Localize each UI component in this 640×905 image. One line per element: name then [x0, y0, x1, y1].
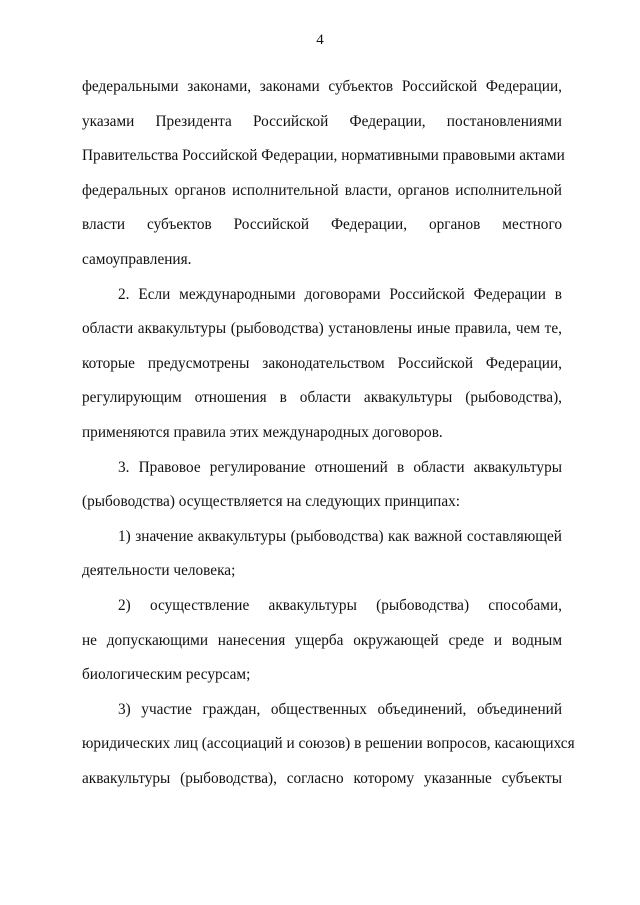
text-line: 1) значение аквакультуры (рыбоводства) как важной составляющей [118, 527, 562, 545]
document-body [82, 70, 575, 796]
text-line: самоуправления. [82, 250, 192, 268]
text-line: федеральных органов исполнительной власти, органов исполнительной [82, 181, 562, 199]
text-line: 2. Если международными договорами Российской Федерации в [118, 285, 562, 303]
text-line: Правительства Российской Федерации, нормативными правовыми актами [82, 147, 565, 165]
page-number: 4 [316, 32, 324, 48]
text-line: которые предусмотрены законодательством Российской Федерации, [82, 354, 562, 372]
text-line: деятельности человека; [82, 562, 236, 580]
text-line: 3) участие граждан, общественных объединений, объединений [118, 700, 562, 718]
text-line: применяются правила этих международных договоров. [82, 423, 443, 441]
text-line: власти субъектов Российской Федерации, органов местного [82, 216, 562, 234]
paragraph-clause-2 [82, 278, 562, 451]
text-line: (рыбоводства) осуществляется на следующих принципах: [82, 493, 461, 511]
paragraph-intro-continued [82, 70, 565, 278]
paragraph-principle-1 [82, 520, 562, 589]
text-line: регулирующим отношения в области аквакультуры (рыбоводства), [82, 389, 562, 407]
text-line: не допускающими нанесения ущерба окружающей среде и водным [82, 631, 562, 649]
text-line: аквакультуры (рыбоводства), согласно которому указанные субъекты [82, 769, 562, 787]
text-line: 2) осуществление аквакультуры (рыбоводства) способами, [118, 596, 562, 614]
text-line: юридических лиц (ассоциаций и союзов) в решении вопросов, касающихся [82, 735, 575, 753]
paragraph-principle-3 [82, 693, 575, 797]
text-line: области аквакультуры (рыбоводства) установлены иные правила, чем те, [82, 320, 562, 338]
paragraph-clause-3 [82, 451, 562, 520]
paragraph-principle-2 [82, 589, 562, 693]
text-line: биологическим ресурсам; [82, 666, 251, 684]
text-line: указами Президента Российской Федерации, постановлениями [82, 112, 562, 130]
text-line: федеральными законами, законами субъектов Российской Федерации, [82, 78, 562, 95]
text-line: 3. Правовое регулирование отношений в области аквакультуры [118, 458, 562, 476]
